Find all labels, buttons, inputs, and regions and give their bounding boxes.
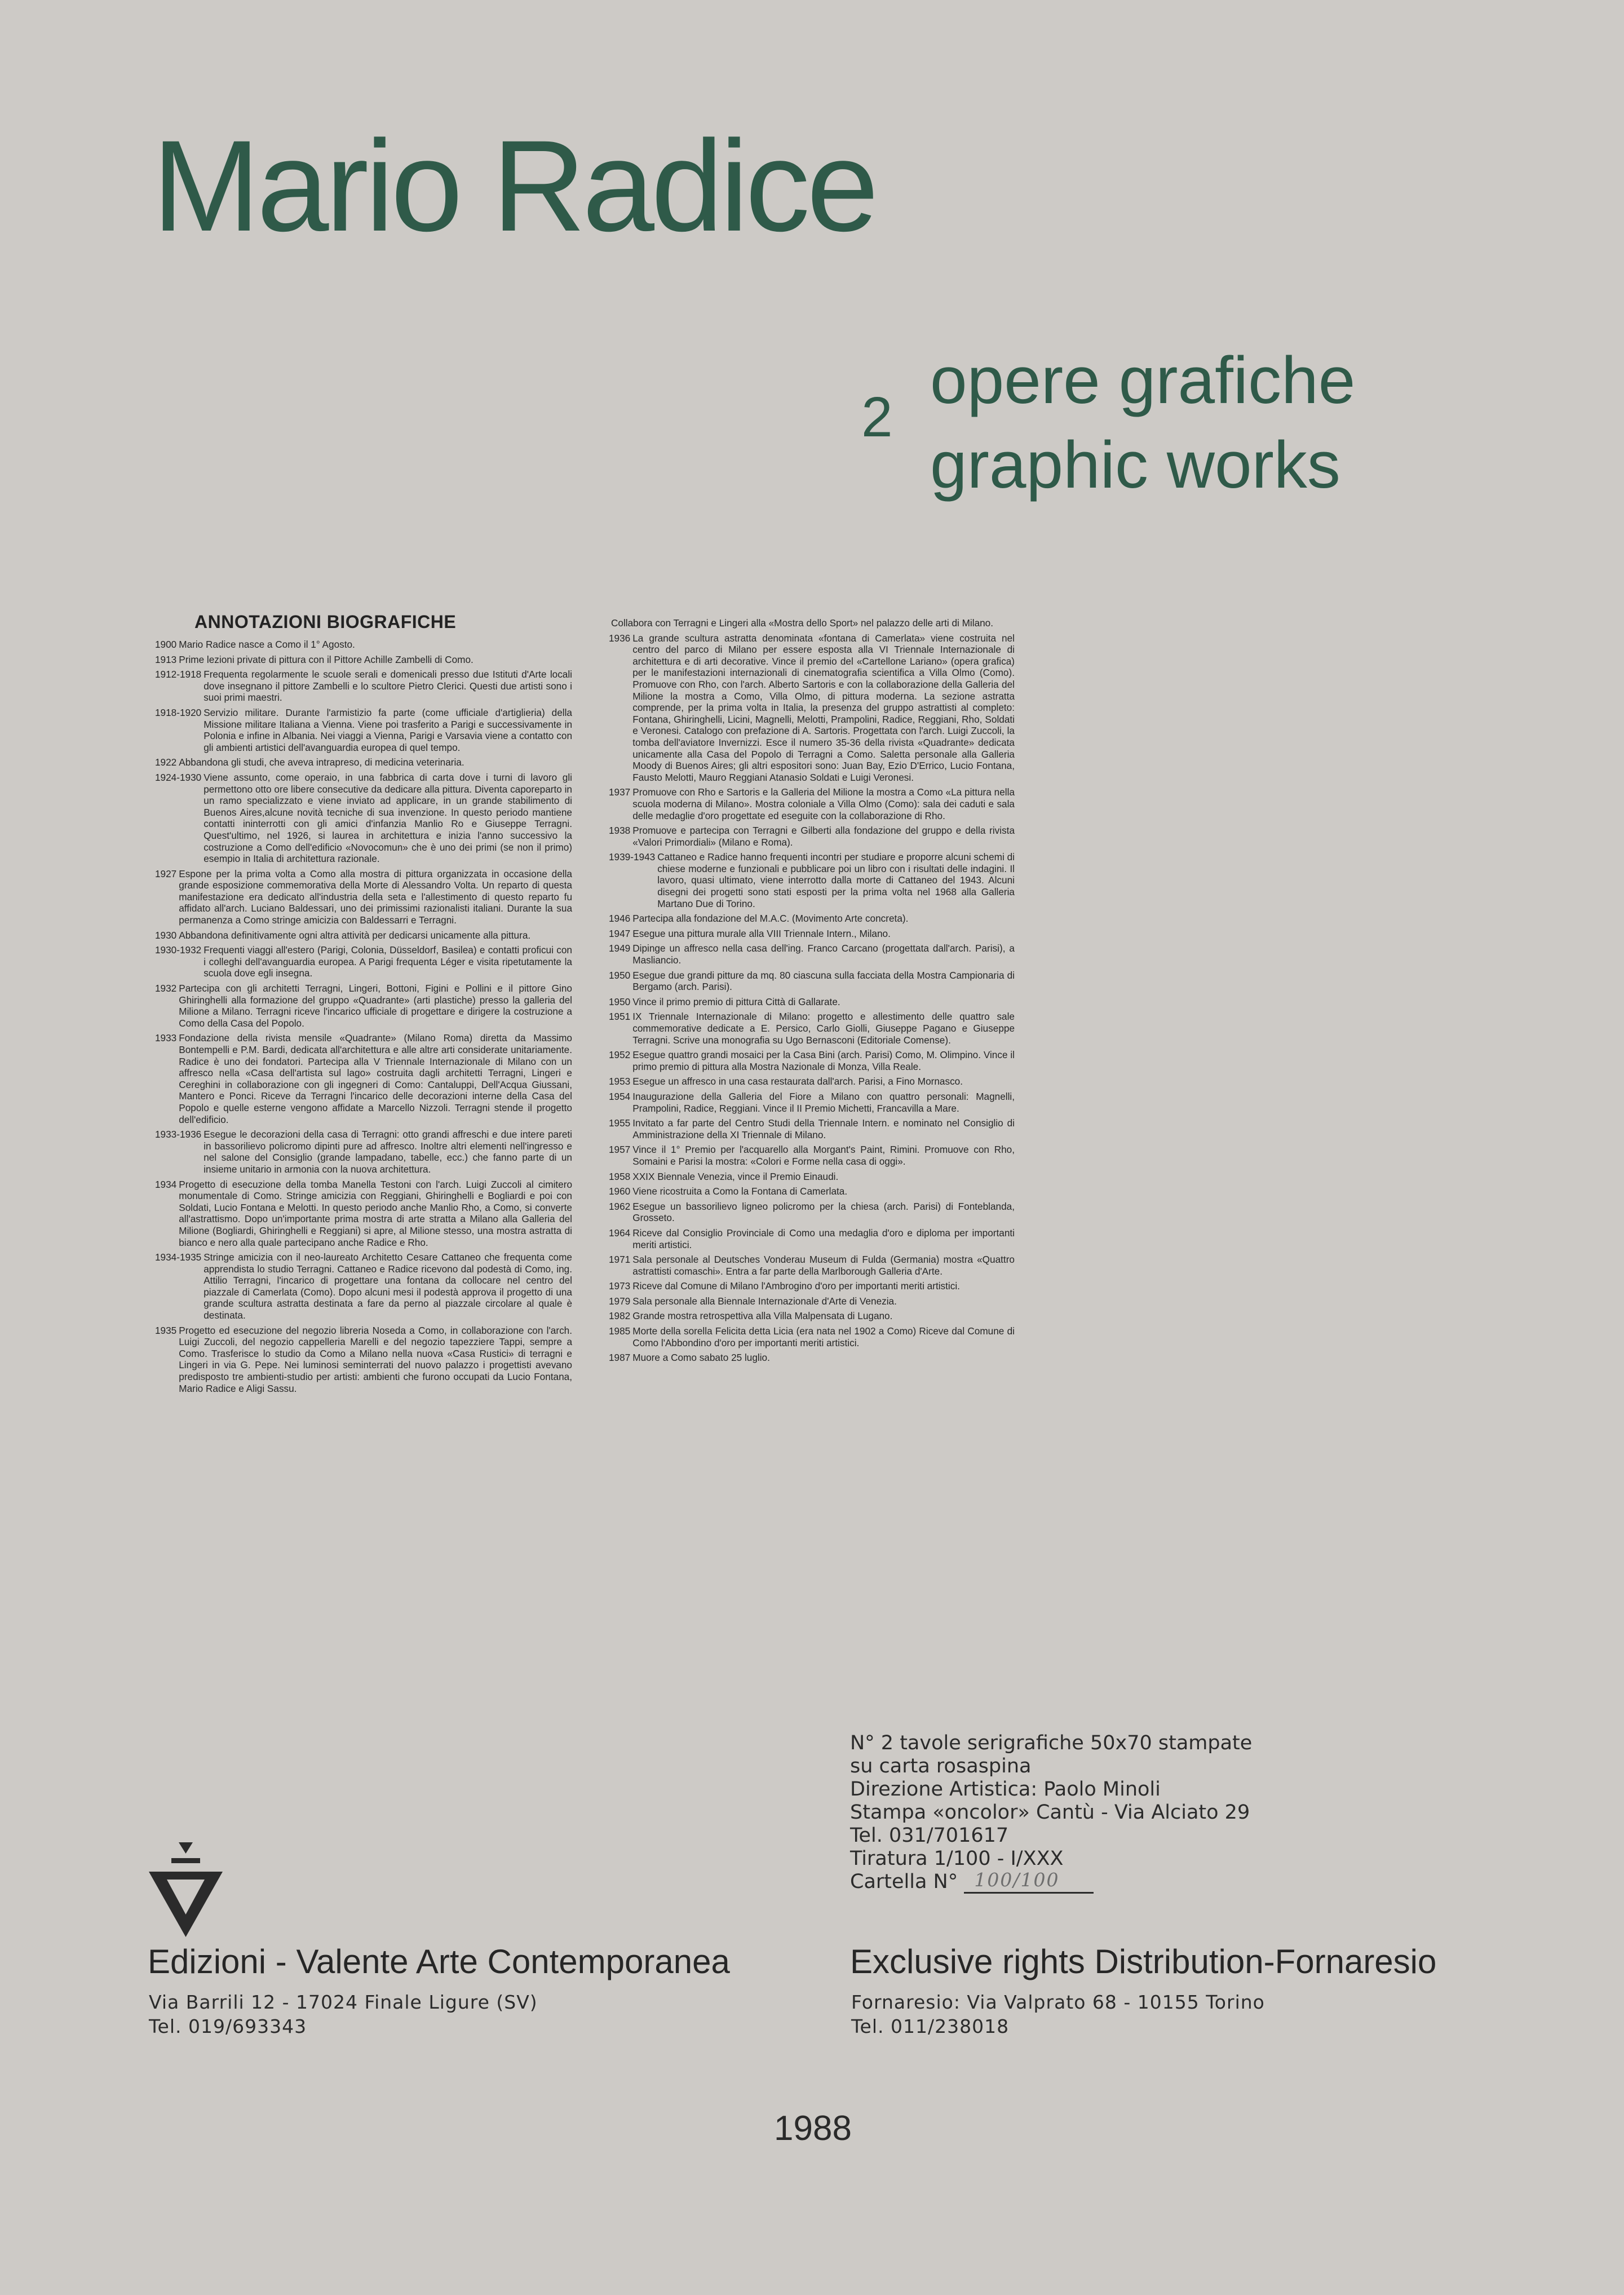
bio-entry (609, 1280, 1015, 1292)
bio-entry (155, 983, 572, 1029)
bio-entry-year: 1971 (609, 1254, 631, 1266)
bio-entry-text: Prime lezioni private di pittura con il Pittore Achille Zambelli di Como. (179, 653, 474, 665)
bio-entry-text: Progetto ed esecuzione del negozio libreria Noseda a Como, in collaborazione con l'arch. Luigi Zuccoli, del negozio cappelleria Marelli e del negozio tapezziere Tappi, sempre a Como. Trasferisce lo studio da Como a Milano nella nuova «Casa Rustici» di terragni e Lingeri in via G. Pepe. Nei luminosi seminterrati del nuovo palazzo i progettisti avevano predisposto tre ambienti-studio per artisti: ambienti che furono occupati da Lucio Fontana, Mario Radice e Aligi Sassu. (179, 1324, 572, 1394)
colophon-line: Stampa «oncolor» Cantù - Via Alciato 29 (850, 1801, 1250, 1824)
subtitle-italian: opere grafiche (930, 343, 1356, 418)
bio-entry-year: 1930 (155, 929, 177, 941)
bio-entry (609, 928, 1015, 940)
bio-entry-text: Vince il primo premio di pittura Città di Gallarate. (632, 996, 840, 1007)
distributor-address: Fornaresio: Via Valprato 68 - 10155 Torino (851, 1991, 1265, 2013)
publisher-name: Edizioni - Valente Arte Contemporanea (148, 1943, 730, 1980)
bio-entry-year: 1936 (609, 632, 631, 644)
bio-heading: ANNOTAZIONI BIOGRAFICHE (194, 612, 457, 632)
bio-entry (155, 868, 572, 926)
bio-entry-text: Dipinge un affresco nella casa dell'ing. Franco Carcano (progettata dall'arch. Parisi), a Masliancio. (632, 943, 1015, 966)
bio-entry-year: 1957 (609, 1144, 631, 1156)
bio-entry (155, 1179, 572, 1249)
bio-entry-text: Vince il 1° Premio per l'acquarello alla Morgant's Paint, Rimini. Promuove con Rho, Somaini e Parisi la mostra: «Colori e Forme nella casa di oggi». (632, 1144, 1015, 1167)
bio-entry (609, 1091, 1015, 1114)
bio-entry (609, 1117, 1015, 1140)
bio-entry (155, 1129, 572, 1175)
bio-entry (155, 707, 572, 753)
bio-entry-year: 1939-1943 (609, 851, 656, 863)
bio-entry (609, 633, 1015, 784)
bio-entry (609, 996, 1015, 1008)
bio-entry-text: Sala personale al Deutsches Vonderau Museum di Fulda (Germania) mostra «Quattro astrattisti comaschi». Entra a far parte della Marlborough Galleria d'Arte. (632, 1254, 1015, 1277)
bio-entry-text: Esegue le decorazioni della casa di Terragni: otto grandi affreschi e due intere pareti in bassorilievo policromo dipinti pure ad affresco. Inoltre altri elementi nell'ingresso e nel salone del Consiglio (grande lampadano, tabelle, ecc.) che fanno parte di un insieme unitario in armonia con la nuova architettura. (203, 1129, 572, 1175)
bio-entry-year: 1950 (609, 996, 631, 1007)
artist-name-title: Mario Radice (152, 113, 875, 258)
bio-entry (609, 1352, 1015, 1364)
bio-entry (155, 1325, 572, 1395)
bio-entry-year: 1938 (609, 825, 631, 837)
bio-entry (609, 970, 1015, 993)
folder-label: Cartella N° (850, 1871, 958, 1893)
bio-entry-text: La grande scultura astratta denominata «fontana di Camerlata» viene costruita nel centro del parco di Milano per essere esposta alla VI Triennale Internazionale di architettura e di arti decorative. Vince il premio del «Cartellone Lariano» (opera grafica) per le manifestazioni internazionali di cinematografia scientifica a Villa Olmo (Como). Promuove con Rho, con l'arch. Alberto Sartoris e con la collaborazione della Galleria del Milione la mostra a Como, Villa Olmo, di pittura moderna. La sezione astratta comprende, per la prima volta in Italia, la presenza del gruppo astrattisti al completo: Fontana, Ghiringhelli, Licini, Magnelli, Melotti, Prampolini, Radice, Reggiani, Rho, Soldati e Veronesi. Catalogo con prefazione di A. Sartoris. Progettata con l'arch. Luigi Zuccoli, la tomba dell'aviatore Invernizzi. Esce il numero 35-36 della rivista «Quadrante» dedicata unicamente alla Casa del Popolo di Terragni a Como. Saletta personale alla Galleria Moody di Buenos Aires; gli altri espositori sono: Juan Bay, Ezio D'Errico, Lucio Fontana, Fausto Melotti, Mauro Reggiani Atanasio Soldati e Luigi Veronesi. (632, 632, 1015, 783)
bio-entry-year: 1982 (609, 1310, 631, 1322)
bio-entry (609, 851, 1015, 909)
folder-number-row (850, 1871, 1252, 1894)
bio-entry-text: Frequenta regolarmente le scuole serali e domenicali presso due Istituti d'Arte locali dove insegnano il pittore Zambelli e lo scultore Pietro Clerici. Questi due artisti sono i suoi primi maestri. (203, 669, 572, 704)
bio-entry (609, 1144, 1015, 1167)
publisher-phone: Tel. 019/693343 (149, 2015, 307, 2037)
bio-entry (155, 1032, 572, 1125)
bio-entry-year: 1900 (155, 639, 177, 650)
bio-entry-text: Servizio militare. Durante l'armistizio fa parte (come ufficiale d'artiglieria) della Missione militare Italiana a Vienna. Viene poi trasferito a Parigi e successivamente in Polonia e infine in Albania. Nei viaggi a Vienna, Parigi e Varsavia viene a contatto con gli ambienti artistici dell'avanguardia europea di quel tempo. (203, 706, 572, 753)
bio-entry-year: 1955 (609, 1117, 631, 1129)
bio-entry-year: 1933 (155, 1032, 177, 1044)
bio-entry-text: Cattaneo e Radice hanno frequenti incontri per studiare e proporre alcuni schemi di chiese moderne e funzionali e pubblicare poi un libro con i risultati delle indagini. Il lavoro, quasi ultimato, viene interrotto dalla morte di Cattaneo del 1943. Alcuni disegni dei progetti sono stati esposti per la prima volta nel 1968 alla Galleria Martano Due di Torino. (657, 851, 1015, 909)
colophon-line: N° 2 tavole serigrafiche 50x70 stampate (850, 1732, 1253, 1754)
bio-entry-year: 1934-1935 (155, 1252, 202, 1263)
publisher-contact (149, 1990, 538, 2038)
bio-entry-year: 1973 (609, 1280, 631, 1292)
bio-entry-text: Grande mostra retrospettiva alla Villa Malpensata di Lugano. (632, 1310, 893, 1322)
bio-entry (155, 772, 572, 865)
bio-column-left (155, 639, 572, 1398)
bio-entry-text: IX Triennale Internazionale di Milano: progetto e allestimento delle quattro sale commemorative dedicate a E. Persico, Carlo Giolli, Giuseppe Pagano e Giuseppe Terragni. Scrive una monografia su Ugo Bernasconi (Editoriale Comense). (632, 1011, 1015, 1046)
bio-entry (609, 943, 1015, 966)
bio-entry (609, 1227, 1015, 1250)
bio-entry (609, 1295, 1015, 1307)
bio-entry (155, 669, 572, 704)
bio-entry-text: Esegue due grandi pitture da mq. 80 ciascuna sulla facciata della Mostra Campionaria di Bergamo (arch. Parisi). (632, 969, 1015, 993)
bio-entry-year: 1922 (155, 757, 177, 768)
distributor-name: Exclusive rights Distribution-Fornaresio (850, 1943, 1437, 1980)
bio-entry-text: Promuove e partecipa con Terragni e Gilberti alla fondazione del gruppo e della rivista «Valori Primordiali» (Milano e Roma). (632, 825, 1015, 848)
bio-entry-year: 1933-1936 (155, 1129, 202, 1140)
bio-entry-text: Mario Radice nasce a Como il 1° Agosto. (179, 639, 355, 650)
bio-entry (609, 786, 1015, 821)
bio-entry-text: Esegue quattro grandi mosaici per la Casa Bini (arch. Parisi) Como, M. Olimpino. Vince il primo premio di pittura alla Mostra Nazionale di Monza, Villa Reale. (632, 1049, 1015, 1072)
distributor-contact (851, 1990, 1265, 2038)
bio-entry (609, 1186, 1015, 1197)
bio-entry-year: 1964 (609, 1227, 631, 1239)
bio-entry-year: 1952 (609, 1049, 631, 1061)
bio-entry (609, 1171, 1015, 1183)
colophon (850, 1732, 1252, 1894)
bio-entry (609, 825, 1015, 848)
bio-column-right (609, 617, 1015, 1367)
bio-entry-text: Muore a Como sabato 25 luglio. (632, 1352, 770, 1364)
bio-entry-year: 1951 (609, 1011, 631, 1023)
bio-entry-year: 1979 (609, 1295, 631, 1307)
bio-entry-text: Riceve dal Consiglio Provinciale di Como una medaglia d'oro e diploma per importanti meriti artistici. (632, 1227, 1015, 1250)
bio-entry-text: Promuove con Rho e Sartoris e la Galleria del Milione la mostra a Como «La pittura nella scuola moderna di Milano». Mostra coloniale a Villa Olmo (Como): sala dei caduti e sala delle medaglie d'oro progettate ed eseguite con la collaborazione di Rho. (632, 786, 1015, 821)
bio-entry-year: 1927 (155, 868, 177, 879)
subtitle-english: graphic works (930, 428, 1340, 502)
bio-entry-year: 1935 (155, 1324, 177, 1336)
bio-entry-text: Morte della sorella Felicita detta Licia (era nata nel 1902 a Como) Riceve dal Comune di Como l'Abbondino d'oro per importanti meriti artistici. (632, 1325, 1015, 1348)
bio-entry-year: 1924-1930 (155, 771, 202, 783)
bio-entry (609, 1049, 1015, 1072)
bio-entry-text: Partecipa alla fondazione del M.A.C. (Movimento Arte concreta). (632, 913, 909, 925)
bio-entry-text: Viene ricostruita a Como la Fontana di Camerlata. (632, 1186, 848, 1197)
bio-entry (155, 639, 572, 651)
bio-entry-text: Espone per la prima volta a Como alla mostra di pittura organizzata in occasione della grande esposizione commemorativa della Morte di Alessandro Volta. Un reparto di questa manifestazione era dedicato all'industria della seta e l'allestimento di questo reparto fu affidato all'arch. Luciano Baldessari, uno dei primissimi razionalisti italiani. Durante la sua permanenza a Como stringe amicizia con Baldessarri e Terragni. (179, 868, 572, 926)
bio-entry-year: 1950 (609, 969, 631, 981)
publisher-logo-icon (148, 1840, 224, 1939)
bio-entry-text: Riceve dal Comune di Milano l'Ambrogino d'oro per importanti meriti artistici. (632, 1280, 960, 1292)
bio-entry (155, 757, 572, 768)
bio-entry-year: 1912-1918 (155, 669, 202, 680)
bio-entry-text: Collabora con Terragni e Lingeri alla «Mostra dello Sport» nel palazzo delle arti di Milano. (611, 617, 994, 629)
bio-entry-text: Esegue una pittura murale alla VIII Triennale Intern., Milano. (632, 927, 891, 939)
bio-entry-year: 1934 (155, 1178, 177, 1190)
bio-entry (609, 1325, 1015, 1348)
bio-entry-year: 1954 (609, 1090, 631, 1102)
bio-entry (609, 1011, 1015, 1046)
bio-entry-year: 1947 (609, 927, 631, 939)
bio-entry-year: 1930-1932 (155, 944, 202, 956)
folder-number-handwritten: 100/100 (974, 1869, 1060, 1891)
colophon-line: Direzione Artistica: Paolo Minoli (850, 1778, 1161, 1801)
bio-entry-text: Stringe amicizia con il neo-laureato Architetto Cesare Cattaneo che frequenta come apprendista lo studio Terragni. Cattaneo e Radice ricevono dal podestà di Como, ing. Attilio Terragni, l'incarico di progettare una fontana da collocare nel centro del piazzale di Camerlata (Como). Dopo alcuni mesi il podestà approva il progetto di una grande scultura astratta destinata a fare da perno al piazzale circolare al quale è destinata. (203, 1252, 572, 1321)
bio-entry-text: Fondazione della rivista mensile «Quadrante» (Milano Roma) diretta da Massimo Bontempelli e P.M. Bardi, dedicata all'architettura e alle altre arti considerate unitariamente. Radice è uno dei fondatori. Partecipa alla V Triennale Internazionale di Milano con un affresco nella «Casa dell'artista sul lago» costruita dagli architetti Terragni, Lingeri e Cereghini in collaborazione con gli ingegneri di Como: Cantaluppi, Dell'Acqua Giussani, Mantero e Ponci. Riceve da Terragni l'incarico delle decorazioni interne della Casa del Popolo e quelle esterne vengono affidate a Marcello Nizzoli. Terragni stende il progetto dell'edificio. (179, 1032, 572, 1125)
bio-entry-text: Progetto di esecuzione della tomba Manella Testoni con l'arch. Luigi Zuccoli al cimitero monumentale di Como. Stringe amicizia con Reggiani, Ghiringhelli e Bogliardi e poi con Soldati, Lucio Fontana e Melotti. In questo periodo anche Manlio Rho, a Como, si converte all'astrattismo. Dopo un'importante prima mostra di arte stratta a Milano alla Galleria del Milione (Bogliardi, Ghiringhelli e Reggiani) si apre, al Milione stesso, una mostra astratta di bianco e nero alla quale partecipano anche Radice e Rho. (179, 1178, 572, 1248)
volume-number: 2 (861, 386, 893, 449)
bio-entry-text: Inaugurazione della Galleria del Fiore a Milano con quattro personali: Magnelli, Prampolini, Radice, Reggiani. Vince il II Premio Michetti, Francavilla a Mare. (632, 1090, 1015, 1114)
bio-entry-year: 1913 (155, 653, 177, 665)
bio-entry (155, 1252, 572, 1321)
colophon-line: Tiratura 1/100 - I/XXX (850, 1847, 1064, 1870)
bio-entry-text: XXIX Biennale Venezia, vince il Premio Einaudi. (632, 1170, 839, 1182)
bio-entry-text: Esegue un affresco in una casa restaurata dall'arch. Parisi, a Fino Mornasco. (632, 1076, 963, 1087)
bio-entry-text: Abbandona gli studi, che aveva intrapreso, di medicina veterinaria. (179, 757, 464, 768)
bio-entry-year: 1960 (609, 1186, 631, 1197)
bio-entry-year: 1946 (609, 913, 631, 925)
folder-number-field (964, 1869, 1094, 1894)
bio-entry (609, 913, 1015, 925)
bio-entry-year: 1962 (609, 1200, 631, 1212)
bio-entry-text: Abbandona definitivamente ogni altra attività per dedicarsi unicamente alla pittura. (179, 929, 531, 941)
colophon-line: su carta rosaspina (850, 1755, 1032, 1777)
bio-entry (155, 930, 572, 941)
bio-entry (609, 1254, 1015, 1277)
distributor-phone: Tel. 011/238018 (851, 2015, 1010, 2037)
bio-entry-year: 1932 (155, 983, 177, 994)
bio-entry-text: Invitato a far parte del Centro Studi della Triennale Intern. e nominato nel Consiglio di Amministrazione della XI Triennale di Milano. (632, 1117, 1015, 1140)
bio-entry (609, 1201, 1015, 1224)
bio-entry-year: 1985 (609, 1325, 631, 1337)
bio-entry (155, 654, 572, 666)
bio-entry-year: 1958 (609, 1170, 631, 1182)
bio-entry-text: Partecipa con gli architetti Terragni, Lingeri, Bottoni, Figini e Pollini e il pittore Gino Ghiringhelli alla formazione del gruppo «Quadrante» (arti plastiche) presso la galleria del Milione a Milano. Terragni riceve l'incarico ufficiale di progettare e dirigere la costruzione a Como della Casa del Popolo. (179, 983, 572, 1029)
subtitle (930, 338, 1355, 507)
bio-entry-year: 1918-1920 (155, 706, 202, 718)
bio-entry-year: 1937 (609, 786, 631, 798)
bio-entry-text: Viene assunto, come operaio, in una fabbrica di carta dove i turni di lavoro gli permettono otto ore libere consecutive da dedicare alla pittura. Diventa caporeparto in un ramo specializzato e viene inviato ad applicare, in un grande stabilimento di Buenos Aires,alcune novità tecniche di sua invenzione. In questo periodo mantiene contatti ininterrotti con gli amici d'infanzia Manlio Ro e Giuseppe Terragni. Quest'ultimo, nel 1926, si laurea in architettura e inizia l'anno successivo la costruzione a Como dell'edificio «Novocomun» che è uno dei primi (se non il primo) esempio in Italia di architettura razionale. (203, 771, 572, 865)
bio-entry-year: 1987 (609, 1352, 631, 1364)
publisher-address: Via Barrili 12 - 17024 Finale Ligure (SV) (149, 1991, 538, 2013)
bio-entry (609, 617, 1015, 629)
publication-year: 1988 (774, 2109, 852, 2148)
bio-entry-text: Sala personale alla Biennale Internazionale d'Arte di Venezia. (632, 1295, 897, 1307)
bio-entry (609, 1076, 1015, 1087)
bio-entry-year: 1949 (609, 943, 631, 954)
colophon-line: Tel. 031/701617 (850, 1824, 1009, 1847)
bio-entry-year: 1953 (609, 1076, 631, 1087)
bio-entry (155, 944, 572, 979)
bio-entry-text: Frequenti viaggi all'estero (Parigi, Colonia, Düsseldorf, Basilea) e contatti proficui con i colleghi dell'avanguardia europea. A Parigi frequenta Léger e visita ripetutamente la scuola dove egli insegna. (203, 944, 572, 979)
bio-entry (609, 1310, 1015, 1322)
bio-entry-text: Esegue un bassorilievo ligneo policromo per la chiesa (arch. Parisi) di Fonteblanda, Grosseto. (632, 1200, 1015, 1224)
